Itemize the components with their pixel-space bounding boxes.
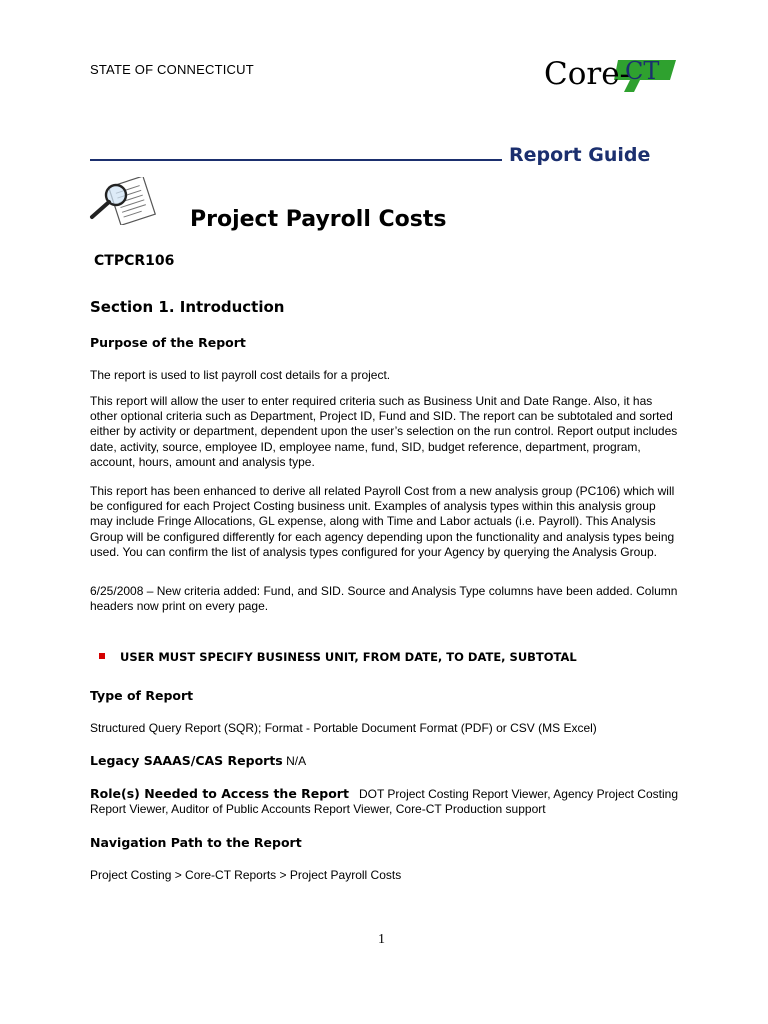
legacy-value: N/A <box>282 754 307 768</box>
type-heading: Type of Report <box>90 688 194 703</box>
requirement-bullet <box>99 650 577 664</box>
guide-rule <box>90 141 502 161</box>
page-number: 1 <box>378 932 385 947</box>
purpose-paragraph-1: The report is used to list payroll cost details for a project. <box>90 368 391 382</box>
report-code: CTPCR106 <box>94 253 175 269</box>
logo-ct-text: CT <box>625 57 660 85</box>
nav-path-text: Project Costing > Core-CT Reports > Project Payroll Costs <box>90 868 402 882</box>
purpose-paragraph-3: This report has been enhanced to derive all related Payroll Cost from a new analysis group (PC106) which will be configured for each Project Costing business unit. Examples of analysis types within this analysis group may include Fringe Allocations, GL expense, along with Time and Labor actuals (i.e. Payroll). This Analysis Group will be configured differently for each agency depending upon the functionality and analysis types being used. You can confirm the list of analysis types configured for your Agency by querying the Analysis Group. <box>90 484 675 559</box>
purpose-heading: Purpose of the Report <box>90 335 246 350</box>
nav-heading: Navigation Path to the Report <box>90 835 302 850</box>
roles-text: DOT Project Costing Report Viewer, Agency Project Costing Report Viewer, Auditor of Public Accounts Report Viewer, Core-CT Production support <box>90 787 678 817</box>
type-text: Structured Query Report (SQR); Format - Portable Document Format (PDF) or CSV (MS Excel) <box>90 721 597 735</box>
logo-core-text: Core- <box>544 56 631 92</box>
section-heading: Section 1. Introduction <box>90 298 285 316</box>
logo-graphic <box>542 54 682 94</box>
roles-block <box>90 786 690 817</box>
report-guide-label: Report Guide <box>509 144 651 166</box>
report-guide-header <box>90 141 650 166</box>
legacy-line <box>90 753 306 768</box>
report-title: Project Payroll Costs <box>190 207 447 232</box>
revision-note: 6/25/2008 – New criteria added: Fund, and SID. Source and Analysis Type columns have been added. Column headers now print on every page. <box>90 584 678 614</box>
state-label: STATE OF CONNECTICUT <box>90 62 254 77</box>
red-bullet-icon <box>99 653 105 659</box>
roles-heading: Role(s) Needed to Access the Report <box>90 786 349 801</box>
requirement-text: USER MUST SPECIFY BUSINESS UNIT, FROM DATE, TO DATE, SUBTOTAL <box>120 650 577 664</box>
document-magnifier-icon <box>86 177 162 225</box>
purpose-paragraph-2: This report will allow the user to enter required criteria such as Business Unit and Date Range. Also, it has other optional criteria such as Department, Project ID, Fund and SID. The report can be subtotaled and sorted either by activity or department, dependent upon the user’s selection on the run control. Report output includes date, activity, source, employee ID, employee name, fund, SID, budget reference, department, program, account, hours, amount and analysis type. <box>90 394 678 469</box>
legacy-heading: Legacy SAAAS/CAS Reports <box>90 753 283 768</box>
core-ct-logo <box>542 54 682 94</box>
